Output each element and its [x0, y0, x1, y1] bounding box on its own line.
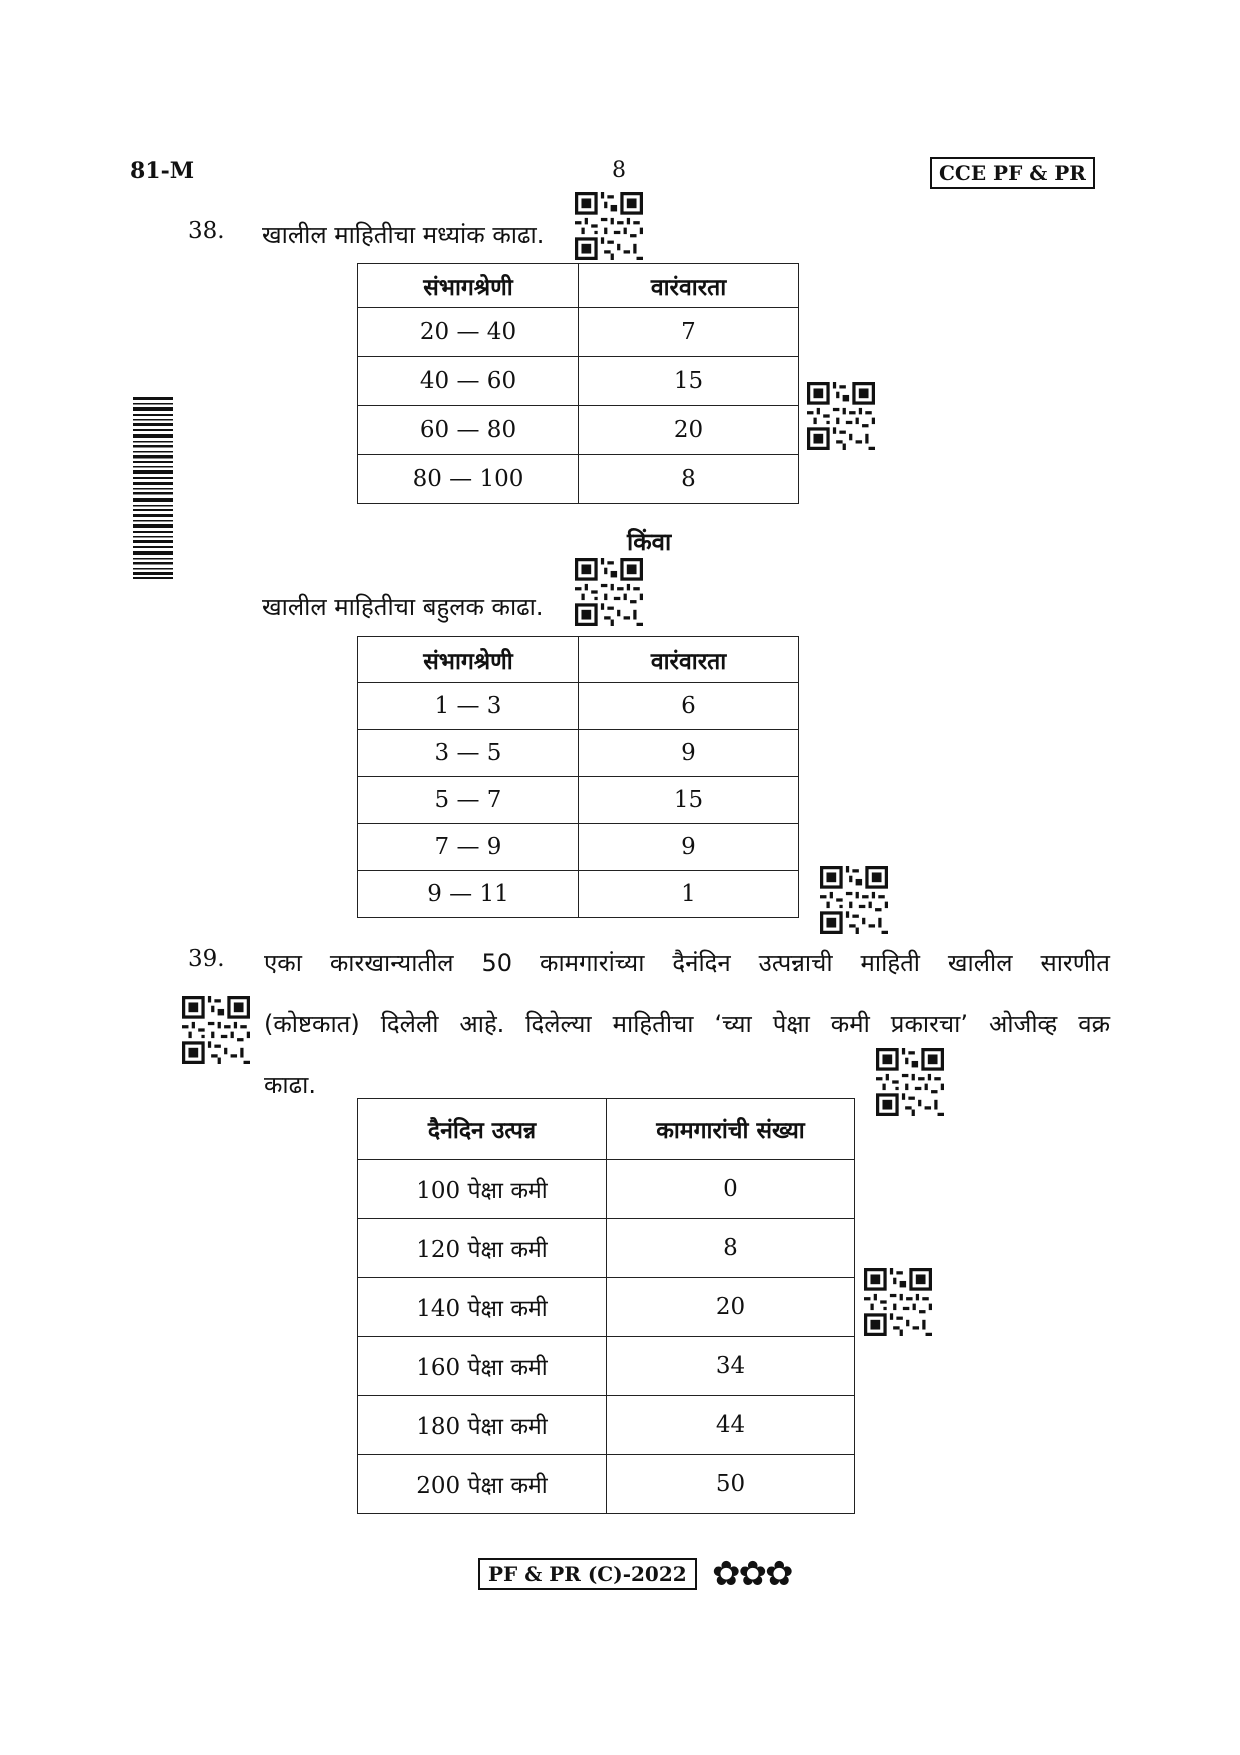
income: 120 पेक्षा कमी — [358, 1219, 607, 1278]
paper-code: 81-M — [130, 158, 195, 184]
question-38-number: 38. — [188, 218, 225, 244]
median-table — [357, 263, 799, 504]
table-row — [358, 683, 799, 730]
question-39-number: 39. — [188, 946, 225, 972]
class-interval: 7 — 9 — [358, 824, 579, 871]
qr-code-icon — [864, 1268, 932, 1336]
frequency: 9 — [579, 730, 799, 777]
question-39-line-1: एका कारखान्यातील 50 कामगारांच्या दैनंदिन उत्पन्नाची माहिती खालील सारणीत — [264, 949, 1110, 977]
class-interval: 9 — 11 — [358, 871, 579, 918]
barcode-icon — [133, 397, 173, 579]
question-39-line-2: (कोष्टकात) दिलेली आहे. दिलेल्या माहितीचा ‘च्या पेक्षा कमी प्रकारचा’ ओजीव्ह वक्र — [264, 1010, 1110, 1038]
table-row — [358, 1337, 855, 1396]
or-divider: किंवा — [627, 528, 672, 556]
income: 200 पेक्षा कमी — [358, 1455, 607, 1514]
exam-code-box: CCE PF & PR — [930, 157, 1095, 189]
frequency: 15 — [579, 357, 799, 406]
qr-code-icon — [807, 382, 875, 450]
class-interval: 60 — 80 — [358, 406, 579, 455]
class-interval: 5 — 7 — [358, 777, 579, 824]
qr-code-icon — [876, 1048, 944, 1116]
worker-count: 44 — [607, 1396, 855, 1455]
worker-count: 50 — [607, 1455, 855, 1514]
table-header: वारंवारता — [579, 637, 799, 683]
frequency: 6 — [579, 683, 799, 730]
table-row — [358, 308, 799, 357]
page-number: 8 — [612, 158, 626, 183]
table-row — [358, 357, 799, 406]
table-row — [358, 1219, 855, 1278]
question-38-prompt: खालील माहितीचा मध्यांक काढा. — [262, 221, 545, 249]
table-header: दैनंदिन उत्पन्न — [358, 1099, 607, 1160]
worker-count: 34 — [607, 1337, 855, 1396]
worker-count: 8 — [607, 1219, 855, 1278]
footer-code-box: PF & PR (C)-2022 — [478, 1558, 697, 1590]
table-row — [358, 406, 799, 455]
class-interval: 20 — 40 — [358, 308, 579, 357]
mode-table — [357, 636, 799, 918]
worker-count: 0 — [607, 1160, 855, 1219]
qr-code-icon — [182, 996, 250, 1064]
frequency: 1 — [579, 871, 799, 918]
frequency: 9 — [579, 824, 799, 871]
income: 100 पेक्षा कमी — [358, 1160, 607, 1219]
question-38-alt-prompt: खालील माहितीचा बहुलक काढा. — [262, 593, 544, 621]
worker-count: 20 — [607, 1278, 855, 1337]
class-interval: 3 — 5 — [358, 730, 579, 777]
table-row — [358, 871, 799, 918]
table-row — [358, 777, 799, 824]
table-row — [358, 1278, 855, 1337]
table-row — [358, 824, 799, 871]
table-row — [358, 1455, 855, 1514]
table-row — [358, 1160, 855, 1219]
frequency: 7 — [579, 308, 799, 357]
frequency: 15 — [579, 777, 799, 824]
income: 180 पेक्षा कमी — [358, 1396, 607, 1455]
qr-code-icon — [575, 192, 643, 260]
class-interval: 1 — 3 — [358, 683, 579, 730]
qr-code-icon — [820, 866, 888, 934]
table-row — [358, 1396, 855, 1455]
table-row — [358, 455, 799, 504]
table-header: कामगारांची संख्या — [607, 1099, 855, 1160]
table-row — [358, 730, 799, 777]
income: 160 पेक्षा कमी — [358, 1337, 607, 1396]
qr-code-icon — [575, 558, 643, 626]
class-interval: 40 — 60 — [358, 357, 579, 406]
table-header: संभागश्रेणी — [358, 264, 579, 308]
income: 140 पेक्षा कमी — [358, 1278, 607, 1337]
rosette-icon: ✿✿✿ — [712, 1554, 792, 1594]
table-header: संभागश्रेणी — [358, 637, 579, 683]
question-39-line-3: काढा. — [264, 1071, 317, 1099]
frequency: 8 — [579, 455, 799, 504]
class-interval: 80 — 100 — [358, 455, 579, 504]
table-header: वारंवारता — [579, 264, 799, 308]
frequency: 20 — [579, 406, 799, 455]
ogive-table — [357, 1098, 855, 1514]
